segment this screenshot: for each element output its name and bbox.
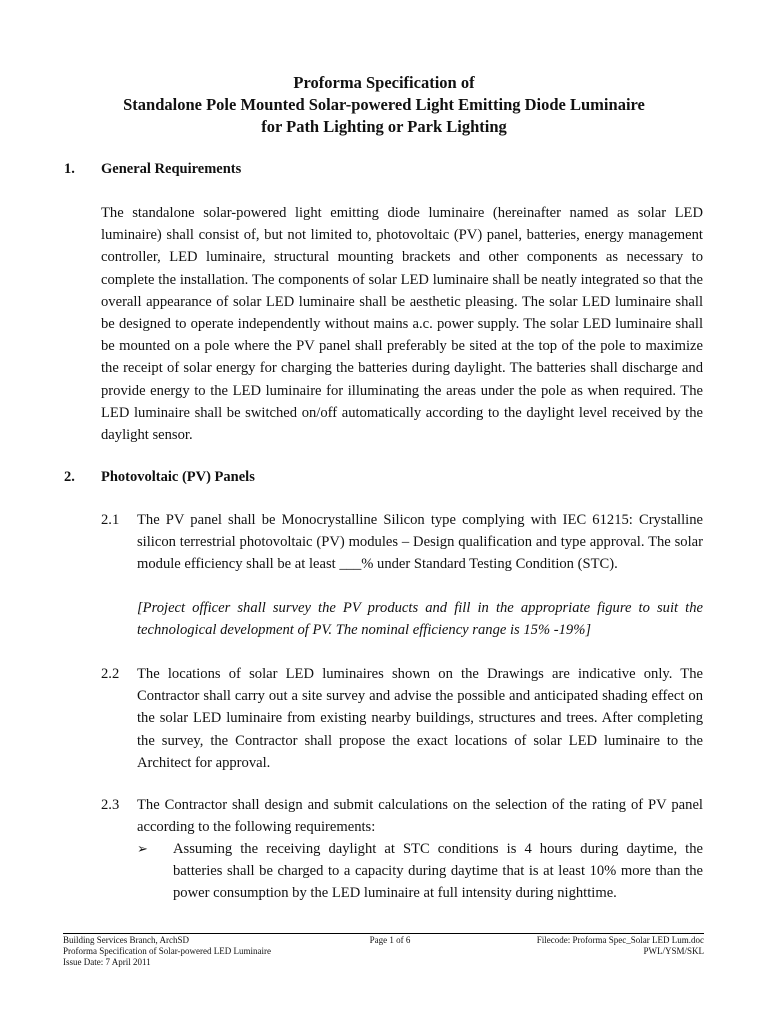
subsection-2-3-number: 2.3: [101, 797, 120, 813]
section-number: 1.: [64, 161, 75, 177]
footer-spec-title: Proforma Specification of Solar-powered LED Luminaire: [63, 946, 272, 956]
title-line-3: for Path Lighting or Park Lighting: [261, 117, 507, 136]
footer-page-number: Page 1 of 6: [369, 935, 411, 945]
title-line-2: Standalone Pole Mounted Solar-powered Light Emitting Diode Luminaire: [123, 95, 645, 114]
footer-initials: PWL/YSM/SKL: [643, 946, 704, 956]
footer-right: [470, 935, 704, 957]
subsection-2-2-number: 2.2: [101, 666, 120, 682]
section-title: General Requirements: [101, 161, 242, 177]
subsection-2-1-text: The PV panel shall be Monocrystalline Silicon type complying with IEC 61215: Crystalline silicon terrestrial photovoltaic (PV) modules – Design qualification and type approval. The solar module efficiency shall be at least ___% under Standard Testing Condition (STC).: [137, 512, 703, 573]
footer-filecode: Filecode: Proforma Spec_Solar LED Lum.doc: [536, 935, 704, 945]
footer-divider: [63, 933, 704, 934]
subsection-2-3-bullet-1: Assuming the receiving daylight at STC conditions is 4 hours during daytime, the batteries shall be charged to a capacity during daytime that is at least 10% more than the power consumption by the LED luminaire at full intensity during nighttime.: [173, 841, 703, 902]
footer-branch: Building Services Branch, ArchSD: [63, 935, 189, 945]
subsection-2-2-text: The locations of solar LED luminaires shown on the Drawings are indicative only. The Contractor shall carry out a site survey and advise the possible and anticipated shading effect on the solar LED luminaire from existing nearby buildings, structures and trees. After completing the survey, the Contractor shall propose the exact locations of solar LED luminaire to the Architect for approval.: [137, 666, 703, 771]
section-title: Photovoltaic (PV) Panels: [101, 469, 255, 485]
section-number: 2.: [64, 469, 75, 485]
arrow-bullet-icon: ➢: [137, 841, 148, 856]
subsection-2-3-text: The Contractor shall design and submit calculations on the selection of the rating of PV panel according to the following requirements:: [137, 797, 703, 836]
document-title: [0, 72, 768, 138]
subsection-2-1-number: 2.1: [101, 512, 120, 528]
footer-issue-date: Issue Date: 7 April 2011: [63, 957, 151, 967]
section-1-body: The standalone solar-powered light emitting diode luminaire (hereinafter named as solar LED luminaire) shall consist of, but not limited to, photovoltaic (PV) panel, batteries, energy management controller, LED luminaire, structural mounting brackets and other components as necessary to complete the installation. The components of solar LED luminaire shall be neatly integrated so that the overall appearance of solar LED luminaire shall be aesthetic pleasing. The solar LED luminaire shall be designed to operate independently without mains a.c. power supply. The solar LED luminaire shall be mounted on a pole where the PV panel shall preferably be sited at the top of the pole to maximize the receipt of solar energy for charging the batteries during daylight. The batteries shall discharge and provide energy to the LED luminaire for illuminating the areas under the pole as when required. The LED luminaire shall be switched on/off automatically according to the daylight level received by the daylight sensor.: [101, 205, 703, 444]
title-line-1: Proforma Specification of: [293, 73, 475, 92]
subsection-2-1-note: [Project officer shall survey the PV products and fill in the appropriate figure to suit the technological development of PV. The nominal efficiency range is 15% -19%]: [137, 600, 703, 639]
footer-left: [63, 935, 271, 968]
